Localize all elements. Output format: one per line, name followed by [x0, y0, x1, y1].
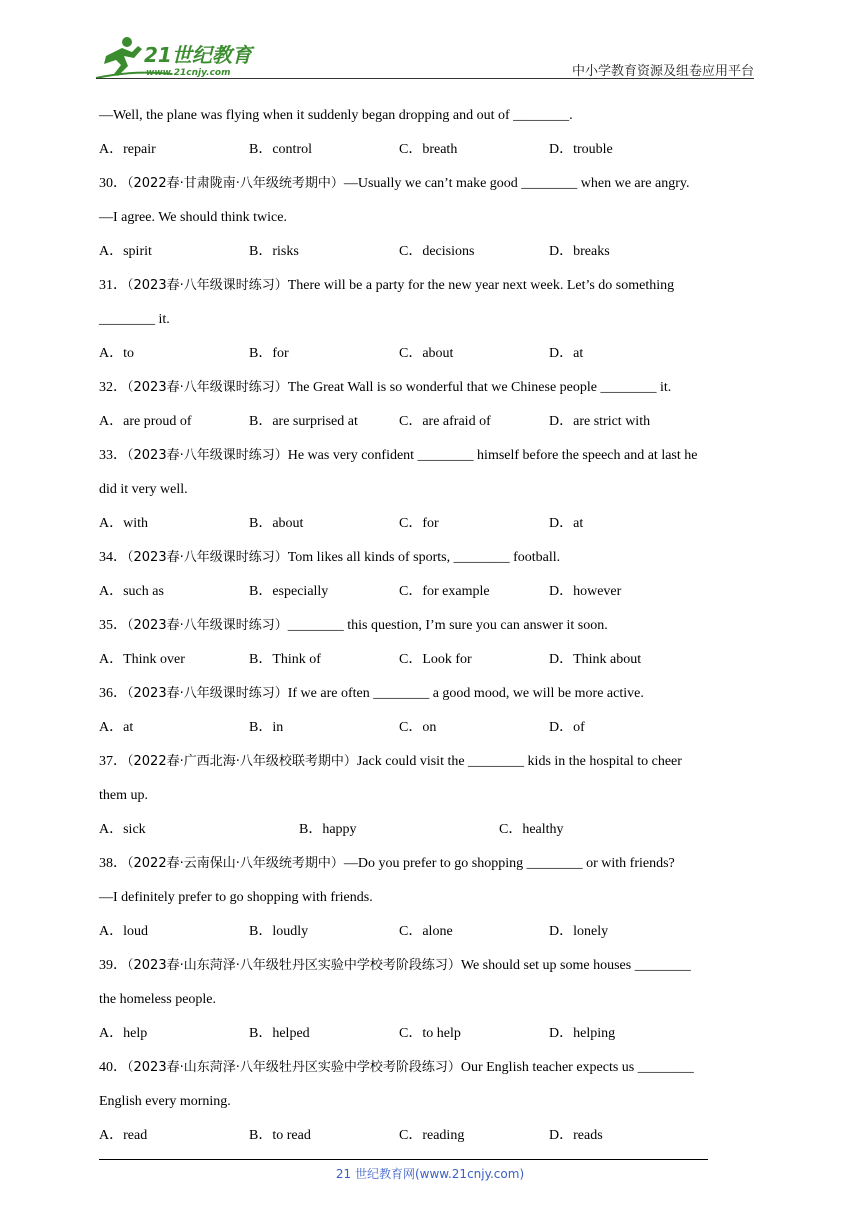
answer-options — [99, 813, 763, 847]
question-stem — [99, 167, 763, 201]
option-c: C．Look for — [399, 652, 472, 667]
answer-options — [99, 337, 763, 371]
site-logo — [92, 34, 262, 80]
answer-options — [99, 711, 763, 745]
option-a: A．Think over — [99, 652, 185, 667]
option-b: B．for — [249, 346, 289, 361]
questions-container — [99, 167, 763, 1153]
option-d: D．breaks — [549, 244, 610, 259]
option-b: B．about — [249, 516, 304, 531]
question-number: 34． — [99, 550, 127, 565]
option-b: B．helped — [249, 1026, 310, 1041]
question-32 — [99, 371, 763, 439]
question-30 — [99, 167, 763, 269]
option-c: C．alone — [399, 924, 453, 939]
option-d: D．trouble — [549, 142, 613, 157]
option-b: B．are surprised at — [249, 414, 358, 429]
question-list — [99, 99, 763, 1153]
option-b: B．in — [249, 720, 284, 735]
footer-divider — [99, 1159, 708, 1160]
question-text: Our English teacher expects us ________ — [460, 1060, 694, 1075]
footer-text: 21 世纪教育网(www.21cnjy.com) — [335, 1167, 525, 1181]
question-stem — [99, 745, 763, 779]
question-stem — [99, 609, 763, 643]
question-text: Tom likes all kinds of sports, ________ football. — [287, 550, 561, 565]
option-b: B．control — [249, 142, 312, 157]
option-b: B．risks — [249, 244, 299, 259]
question-36 — [99, 677, 763, 745]
intro-line: —Well, the plane was flying when it suddenly began dropping and out of ________. — [99, 108, 573, 123]
option-d: D．at — [549, 516, 584, 531]
question-source: （2023春·八年级课时练习） — [127, 278, 288, 293]
question-text: —I definitely prefer to go shopping with friends. — [99, 890, 373, 905]
option-c: C．about — [399, 346, 454, 361]
question-text: —Do you prefer to go shopping ________ or with friends? — [343, 856, 675, 871]
option-c: C．to help — [399, 1026, 461, 1041]
option-a: A．such as — [99, 584, 164, 599]
option-b: B．especially — [249, 584, 329, 599]
question-stem — [99, 1051, 763, 1085]
question-35 — [99, 609, 763, 677]
answer-options — [99, 643, 763, 677]
question-stem — [99, 949, 763, 983]
logo-text: 21世纪教育 — [144, 43, 252, 67]
question-number: 35． — [99, 618, 127, 633]
question-38 — [99, 847, 763, 949]
option-a: A．to — [99, 346, 134, 361]
option-d: D．however — [549, 584, 622, 599]
option-a: A．sick — [99, 822, 146, 837]
option-a: A．spirit — [99, 244, 152, 259]
option-d: D．of — [549, 720, 585, 735]
question-33 — [99, 439, 763, 541]
question-number: 33． — [99, 448, 127, 463]
option-a: A．with — [99, 516, 148, 531]
question-number: 40． — [99, 1060, 127, 1075]
question-text: did it very well. — [99, 482, 188, 497]
header-divider — [96, 78, 754, 79]
question-number: 39． — [99, 958, 127, 973]
intro-options — [99, 133, 763, 167]
question-source: （2022春·云南保山·八年级统考期中） — [127, 856, 344, 871]
answer-options — [99, 235, 763, 269]
question-stem — [99, 439, 763, 473]
question-text: —Usually we can’t make good ________ when we are angry. — [343, 176, 690, 191]
question-number: 31． — [99, 278, 127, 293]
question-source: （2023春·山东菏泽·八年级牡丹区实验中学校考阶段练习） — [127, 1060, 461, 1075]
question-source: （2023春·八年级课时练习） — [127, 686, 288, 701]
answer-options — [99, 405, 763, 439]
option-d: D．reads — [549, 1128, 603, 1143]
question-stem — [99, 677, 763, 711]
question-31 — [99, 269, 763, 371]
option-c: C．are afraid of — [399, 414, 491, 429]
question-number: 38． — [99, 856, 127, 871]
option-b: B．Think of — [249, 652, 321, 667]
question-34 — [99, 541, 763, 609]
question-stem — [99, 269, 763, 303]
question-source: （2022春·甘肃陇南·八年级统考期中） — [127, 176, 344, 191]
header-platform-text: 中小学教育资源及组卷应用平台 — [571, 64, 754, 79]
question-text: There will be a party for the new year next week. Let’s do something — [287, 278, 675, 293]
option-c: C．healthy — [499, 822, 564, 837]
question-stem-continued — [99, 983, 763, 1017]
question-text: English every morning. — [99, 1094, 231, 1109]
answer-options — [99, 1119, 763, 1153]
question-text: ________ this question, I’m sure you can answer it soon. — [287, 618, 608, 633]
question-text: He was very confident ________ himself before the speech and at last he — [287, 448, 698, 463]
question-number: 30． — [99, 176, 127, 191]
option-d: D．helping — [549, 1026, 616, 1041]
question-source: （2023春·山东菏泽·八年级牡丹区实验中学校考阶段练习） — [127, 958, 461, 973]
option-b: B．to read — [249, 1128, 311, 1143]
option-c: C．reading — [399, 1128, 465, 1143]
question-39 — [99, 949, 763, 1051]
question-text: them up. — [99, 788, 148, 803]
question-text: We should set up some houses ________ — [460, 958, 691, 973]
question-source: （2023春·八年级课时练习） — [127, 448, 288, 463]
question-stem — [99, 371, 763, 405]
option-b: B．happy — [299, 822, 357, 837]
option-c: C．on — [399, 720, 437, 735]
option-a: A．help — [99, 1026, 148, 1041]
option-c: C．decisions — [399, 244, 475, 259]
option-a: A．are proud of — [99, 414, 192, 429]
question-text: Jack could visit the ________ kids in the hospital to cheer — [356, 754, 682, 769]
option-a: A．at — [99, 720, 134, 735]
question-text: the homeless people. — [99, 992, 217, 1007]
question-stem-continued — [99, 1085, 763, 1119]
answer-options — [99, 915, 763, 949]
option-a: A．read — [99, 1128, 148, 1143]
question-stem — [99, 847, 763, 881]
option-d: D．at — [549, 346, 584, 361]
question-text: If we are often ________ a good mood, we will be more active. — [287, 686, 644, 701]
question-source: （2023春·八年级课时练习） — [127, 380, 288, 395]
answer-options — [99, 1017, 763, 1051]
option-c: C．breath — [399, 142, 458, 157]
option-d: D．Think about — [549, 652, 642, 667]
option-b: B．loudly — [249, 924, 309, 939]
question-stem — [99, 541, 763, 575]
question-number: 32． — [99, 380, 127, 395]
option-a: A．repair — [99, 142, 156, 157]
option-a: A．loud — [99, 924, 148, 939]
question-stem-continued — [99, 779, 763, 813]
question-stem-continued — [99, 473, 763, 507]
question-text: ________ it. — [99, 312, 170, 327]
question-stem-continued — [99, 303, 763, 337]
question-stem-continued — [99, 201, 763, 235]
question-40 — [99, 1051, 763, 1153]
question-source: （2023春·八年级课时练习） — [127, 618, 288, 633]
question-source: （2022春·广西北海·八年级校联考期中） — [127, 754, 357, 769]
option-d: D．are strict with — [549, 414, 651, 429]
option-c: C．for — [399, 516, 439, 531]
question-source: （2023春·八年级课时练习） — [127, 550, 288, 565]
answer-options — [99, 507, 763, 541]
logo-url: www.21cnjy.com — [146, 68, 231, 78]
question-number: 36． — [99, 686, 127, 701]
question-text: —I agree. We should think twice. — [99, 210, 287, 225]
question-number: 37． — [99, 754, 127, 769]
question-text: The Great Wall is so wonderful that we Chinese people ________ it. — [287, 380, 672, 395]
option-d: D．lonely — [549, 924, 609, 939]
question-37 — [99, 745, 763, 847]
question-stem-continued — [99, 881, 763, 915]
option-c: C．for example — [399, 584, 490, 599]
answer-options — [99, 575, 763, 609]
